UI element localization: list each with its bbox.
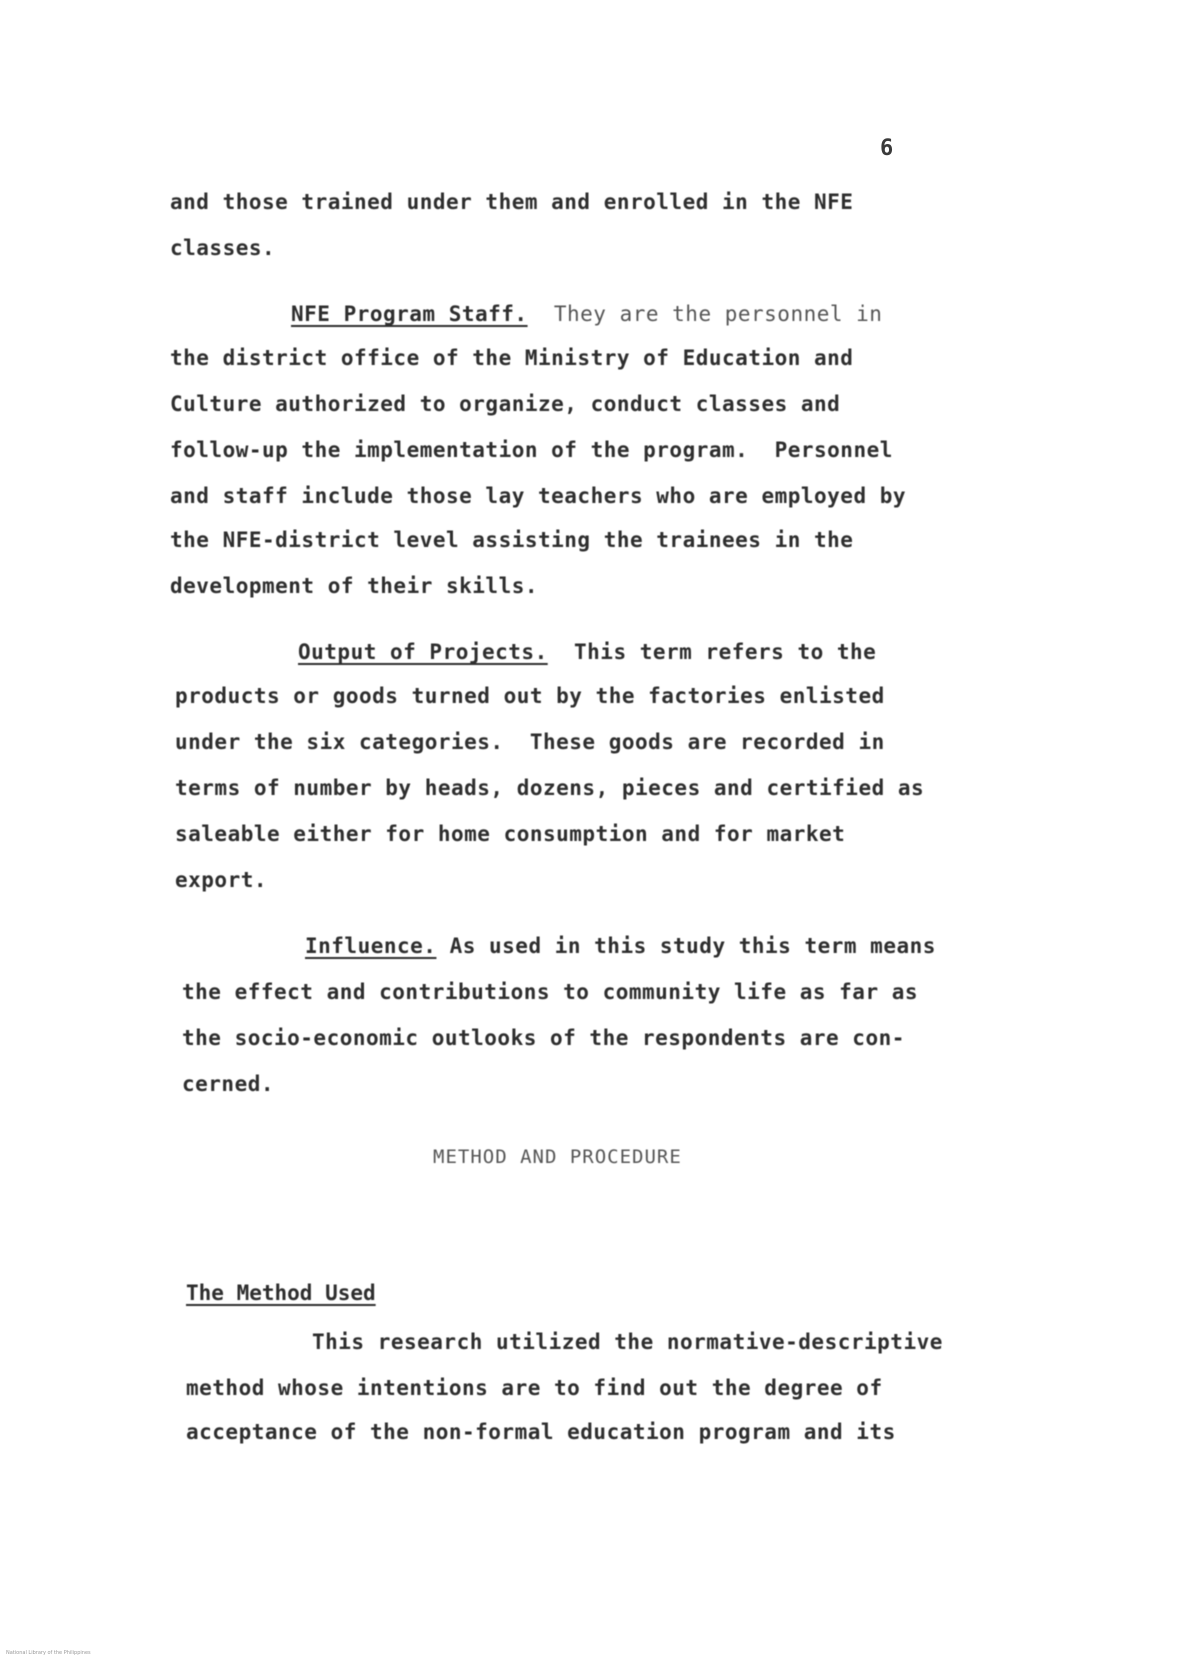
text-line: terms of number by heads, dozens, pieces and certified as [175,776,925,800]
text-line: acceptance of the non-formal education program and its [186,1420,896,1444]
definition-first-line [291,302,882,326]
term-influence: Influence. [305,934,437,958]
text-line: They are the personnel in [553,302,883,326]
term-nfe-program-staff: NFE Program Staff. [291,302,528,326]
text-line: the district office of the Ministry of Education and [170,346,854,370]
term-output-of-projects: Output of Projects. [298,640,548,664]
definition-first-line [298,640,876,664]
text-line: the NFE-district level assisting the trainees in the [170,528,854,552]
text-line: classes. [170,236,276,260]
text-line: development of their skills. [170,574,539,598]
text-line: Culture authorized to organize, conduct classes and [170,392,841,416]
text-line: and staff include those lay teachers who are employed by [170,484,907,508]
text-line: This research utilized the normative-descriptive [312,1330,943,1354]
text-line: follow-up the implementation of the program. Personnel [170,438,893,462]
definition-first-line [305,934,936,958]
text-line: products or goods turned out by the factories enlisted [175,684,885,708]
text-line: and those trained under them and enrolled in the NFE [170,190,854,214]
section-heading: METHOD AND PROCEDURE [433,1146,682,1168]
text-line: cerned. [182,1072,275,1096]
text-line: under the six categories. These goods are recorded in [175,730,885,754]
text-line: As used in this study this term means [449,934,936,958]
scan-footer: National Library of the Philippines [6,1650,91,1656]
text-line: the effect and contributions to community life as far as [182,980,919,1004]
text-line: saleable either for home consumption and for market [175,822,846,846]
subsection-title: The Method Used [186,1281,376,1305]
page-number: 6 [880,136,894,161]
text-line: the socio-economic outlooks of the respondents are con- [182,1026,905,1050]
text-line: export. [175,868,268,892]
text-line: method whose intentions are to find out the degree of [186,1376,883,1400]
text-line: This term refers to the [574,640,877,664]
